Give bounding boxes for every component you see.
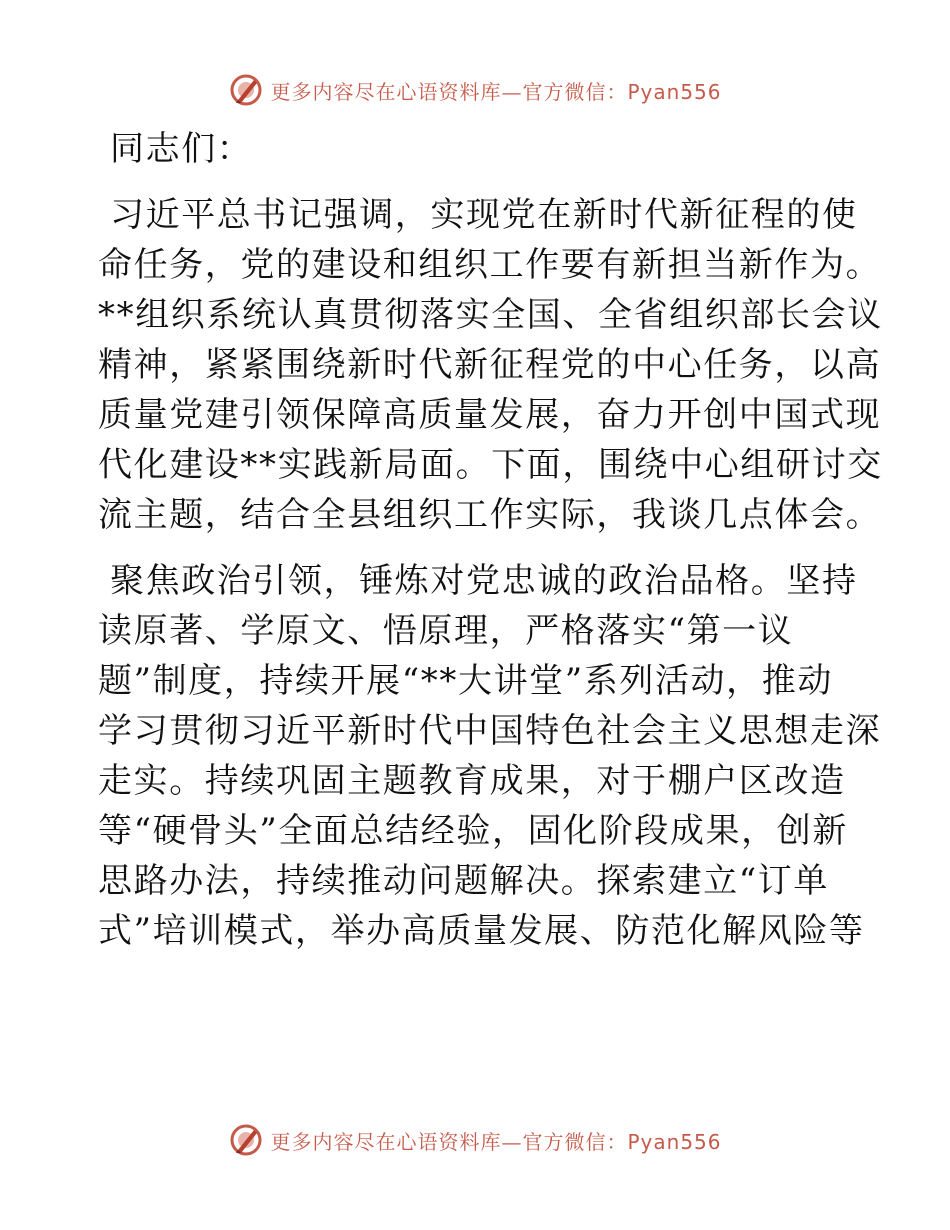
paragraph-line: 走实。持续巩固主题教育成果，对于棚户区改造 — [98, 761, 846, 801]
pen-circle-logo-icon — [228, 1122, 264, 1158]
document-body — [98, 124, 883, 972]
pen-circle-logo-icon — [228, 72, 264, 108]
paragraph-line: 读原著、学原文、悟原理，严格落实“第一议 — [98, 611, 794, 651]
paragraph-line: 题”制度，持续开展“**大讲堂”系列活动，推动 — [98, 661, 833, 701]
banner-contact-label: 官方微信： — [522, 79, 628, 104]
header-watermark-banner — [0, 70, 950, 110]
banner-contact-id: Pyan556 — [627, 1129, 722, 1154]
salutation: 同志们： — [110, 129, 253, 169]
paragraph-line: 精神，紧紧围绕新时代新征程党的中心任务，以高 — [98, 345, 882, 385]
paragraph-line: 等“硬骨头”全面总结经验，固化阶段成果，创新 — [98, 811, 848, 851]
paragraph-line: 思路办法，持续推动问题解决。探索建立“订单 — [98, 861, 829, 901]
footer-watermark-banner — [0, 1120, 950, 1160]
banner-dash: — — [501, 1129, 523, 1154]
paragraph-line: 流主题，结合全县组织工作实际，我谈几点体会。 — [98, 495, 882, 535]
paragraph-1 — [98, 190, 883, 540]
paragraph-line: 习近平总书记强调，实现党在新时代新征程的使 — [110, 195, 858, 235]
paragraph-line: **组织系统认真贯彻落实全国、全省组织部长会议 — [98, 295, 883, 335]
banner-main-text: 更多内容尽在心语资料库 — [270, 79, 502, 104]
paragraph-line: 质量党建引领保障高质量发展，奋力开创中国式现 — [98, 395, 882, 435]
paragraph-line: 命任务，党的建设和组织工作要有新担当新作为。 — [98, 245, 882, 285]
banner-contact-id: Pyan556 — [627, 79, 722, 104]
paragraph-line: 学习贯彻习近平新时代中国特色社会主义思想走深 — [98, 711, 882, 751]
banner-dash: — — [501, 79, 523, 104]
paragraph-line: 聚焦政治引领，锤炼对党忠诚的政治品格。坚持 — [110, 561, 858, 601]
banner-main-text: 更多内容尽在心语资料库 — [270, 1129, 502, 1154]
paragraph-2 — [98, 556, 882, 956]
paragraph-line: 式”培训模式，举办高质量发展、防范化解风险等 — [98, 911, 865, 951]
banner-contact-label: 官方微信： — [522, 1129, 628, 1154]
paragraph-line: 代化建设**实践新局面。下面，围绕中心组研讨交 — [98, 445, 883, 485]
